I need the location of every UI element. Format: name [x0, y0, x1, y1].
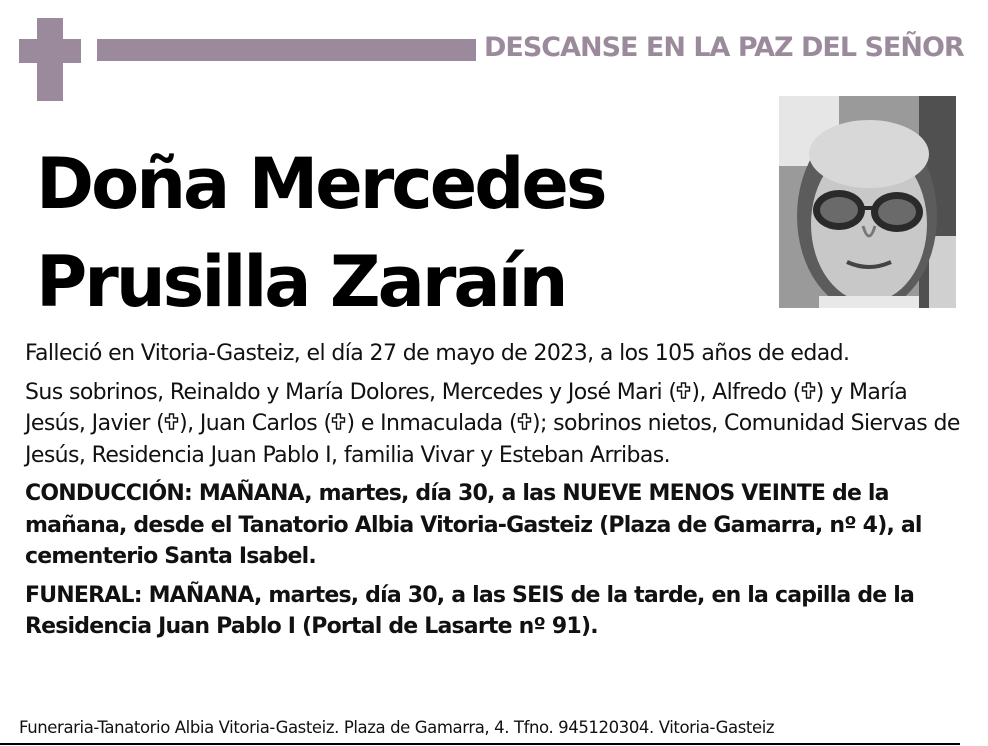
death-notice: Falleció en Vitoria-Gasteiz, el día 27 de mayo de 2023, a los 105 años de edad. [25, 341, 850, 366]
family-text-1: Sus sobrinos, Reinaldo y María Dolores, Mercedes y José Mari ( [25, 379, 677, 405]
deceased-name-line2: Prusilla Zaraín [36, 241, 566, 323]
cross-icon [331, 408, 346, 440]
funeral-notice: FUNERAL: MAÑANA, martes, día 30, a las SEIS de la tarde, en la capilla de la Residencia Juan Pablo I (Portal de Lasarte nº 91). [25, 582, 915, 639]
family-text-3: ) y María Jesús, Javier ( [25, 379, 908, 436]
family-text-2: ), Alfredo ( [691, 379, 801, 405]
cross-icon [676, 377, 691, 409]
cross-icon [801, 377, 816, 409]
cross-icon [164, 408, 179, 440]
header-title: DESCANSE EN LA PAZ DEL SEÑOR [484, 32, 964, 63]
cross-icon [517, 408, 532, 440]
deceased-name [36, 135, 756, 331]
deceased-name-line1: Doña Mercedes [36, 143, 605, 225]
cross-horizontal-bar [19, 39, 81, 63]
header-rule [97, 39, 476, 61]
footer-rule [0, 743, 960, 745]
family-text-6: ); sobrinos nietos, Comunidad Siervas de Jesús, Residencia Juan Pablo I, familia Vivar y Esteban Arribas. [25, 411, 960, 468]
portrait-photo [779, 96, 956, 308]
family-list [25, 377, 965, 472]
obituary-body [25, 338, 965, 650]
funeral-home-footer: Funeraria-Tanatorio Albia Vitoria-Gasteiz. Plaza de Gamarra, 4. Tfno. 945120304. Vitoria-Gasteiz [19, 718, 775, 737]
portrait-photo-drawing [779, 96, 956, 308]
family-text-5: ) e Inmaculada ( [346, 411, 517, 436]
family-text-4: ), Juan Carlos ( [179, 411, 332, 436]
conduccion-notice: CONDUCCIÓN: MAÑANA, martes, día 30, a las NUEVE MENOS VEINTE de la mañana, desde el Tanatorio Albia Vitoria-Gasteiz (Plaza de Gamarra, nº 4), al cementerio Santa Isabel. [25, 481, 922, 569]
